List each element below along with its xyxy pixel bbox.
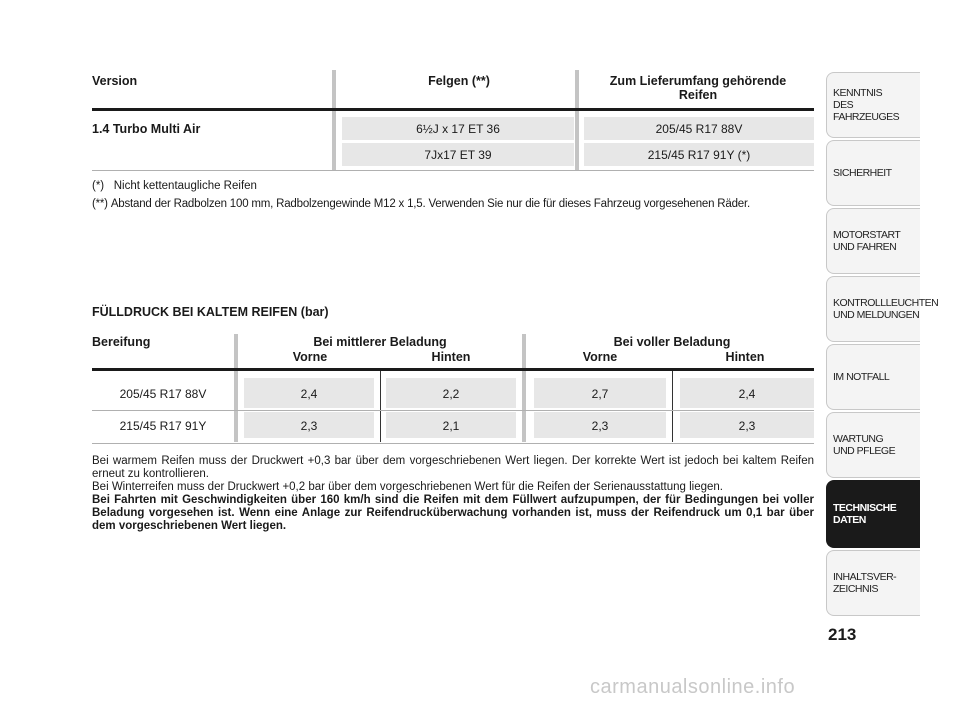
table1-row1-rim: 6½J x 17 ET 36 (416, 122, 500, 136)
tab-inhaltsverzeichnis-line1: INHALTSVER- (833, 571, 897, 583)
tab-inhaltsverzeichnis-line2: ZEICHNIS (833, 583, 879, 595)
pressure-row2-tyre: 215/45 R17 91Y (119, 419, 207, 433)
tab-motorstart[interactable] (826, 208, 920, 274)
table1-header-tyres-line2: Reifen (678, 88, 718, 102)
pressure-bottom-rule (92, 443, 814, 444)
table1-row2-rim: 7Jx17 ET 39 (424, 148, 492, 162)
table1-divider-1 (332, 70, 336, 170)
table1-header-rim: Felgen (**) (428, 74, 490, 88)
tab-im-notfall-line1: IM NOTFALL (833, 371, 890, 383)
pressure-row1-full-front: 2,7 (591, 387, 609, 401)
page-number: 213 (828, 625, 857, 644)
tab-kenntnis[interactable] (826, 72, 920, 138)
table1-row1-tyre: 205/45 R17 88V (655, 122, 743, 136)
paragraph-winter-tyres: Bei Winterreifen muss der Druckwert +0,2 bar über dem vorgeschriebenen Wert für die Reifen der Serienausstattung liegen. (92, 481, 724, 493)
pressure-header-mid-rear: Hinten (431, 350, 471, 364)
table1-header-version: Version (92, 74, 138, 88)
pressure-row1-mid-front: 2,4 (300, 387, 318, 401)
table1-header-rule (92, 108, 814, 111)
watermark-text: carmanualsonline.info (590, 676, 796, 698)
pressure-row2-full-rear: 2,3 (738, 419, 756, 433)
pressure-row2-full-front: 2,3 (591, 419, 609, 433)
note-2 (92, 198, 814, 210)
pressure-title: FÜLLDRUCK BEI KALTEM REIFEN (bar) (92, 305, 329, 319)
note-1 (92, 180, 257, 192)
table1-bottom-rule (92, 170, 814, 171)
tab-kontrollleuchten-line1: KONTROLLLEUCHTEN (833, 297, 939, 309)
note-2-text: Abstand der Radbolzen 100 mm, Radbolzengewinde M12 x 1,5. Verwenden Sie nur die für dieses Fahrzeug vorgesehenen Räder. (110, 198, 750, 210)
pressure-header-full: Bei voller Beladung (613, 335, 731, 349)
table1-divider-2 (575, 70, 579, 170)
tab-kontrollleuchten-line2: UND MELDUNGEN (833, 309, 920, 321)
pressure-row-rule (92, 410, 814, 411)
tab-im-notfall[interactable] (826, 344, 920, 410)
note-2-mark: (**) (92, 198, 108, 210)
tab-technische-daten-line2: DATEN (833, 514, 866, 526)
table1-version-value: 1.4 Turbo Multi Air (92, 122, 201, 136)
tab-technische-daten[interactable] (826, 480, 920, 548)
pressure-divider-full (672, 370, 673, 442)
pressure-header-full-rear: Hinten (725, 350, 765, 364)
tab-motorstart-line1: MOTORSTART (833, 229, 901, 241)
tab-wartung[interactable] (826, 412, 920, 478)
note-1-text: Nicht kettentaugliche Reifen (113, 180, 257, 192)
note-1-mark: (*) (92, 180, 105, 192)
tab-sicherheit[interactable] (826, 140, 920, 206)
tab-sicherheit-line1: SICHERHEIT (833, 167, 892, 179)
pressure-divider-2 (522, 334, 526, 442)
pressure-notes-paragraph (92, 455, 814, 533)
pressure-row1-mid-rear: 2,2 (442, 387, 460, 401)
tab-kontrollleuchten[interactable] (826, 276, 939, 342)
pressure-header-rule (92, 368, 814, 371)
tab-wartung-line2: UND PFLEGE (833, 445, 896, 457)
pressure-row1-tyre: 205/45 R17 88V (119, 387, 207, 401)
table1-row2-tyre: 215/45 R17 91Y (*) (647, 148, 751, 162)
pressure-header-full-front: Vorne (582, 350, 618, 364)
pressure-row2-mid-rear: 2,1 (442, 419, 460, 433)
pressure-row2-mid-front: 2,3 (300, 419, 318, 433)
tab-technische-daten-line1: TECHNISCHE (833, 502, 897, 514)
table1-header-tyres-line1: Zum Lieferumfang gehörende (609, 74, 787, 88)
pressure-header-medium: Bei mittlerer Beladung (313, 335, 447, 349)
pressure-divider-1 (234, 334, 238, 442)
paragraph-warm-tyres: Bei warmem Reifen muss der Druckwert +0,3 bar über dem vorgeschriebenen Wert liegen. Der korrekte Wert ist jedoch bei kaltem Reifen erneut zu kontrollieren. (92, 455, 814, 480)
tab-motorstart-line2: UND FAHREN (833, 241, 897, 253)
tab-wartung-line1: WARTUNG (833, 433, 884, 445)
pressure-header-mid-front: Vorne (292, 350, 328, 364)
pressure-row1-full-rear: 2,4 (738, 387, 756, 401)
pressure-header-tyre: Bereifung (92, 335, 151, 349)
tab-kenntnis-line2: DES FAHRZEUGES (833, 99, 900, 123)
tab-inhaltsverzeichnis[interactable] (826, 550, 920, 616)
tab-kenntnis-line1: KENNTNIS (833, 87, 883, 99)
paragraph-high-speed: Bei Fahrten mit Geschwindigkeiten über 160 km/h sind die Reifen mit dem Füllwert aufzupumpen, der für Bedingungen bei voller Beladung vorgesehen ist. Wenn eine Anlage zur Reifendrucküberwachung vorhanden ist, muss der Reifendruck um 0,1 bar über dem vorgeschriebenen Wert liegen. (92, 494, 814, 532)
pressure-divider-mid (380, 370, 381, 442)
